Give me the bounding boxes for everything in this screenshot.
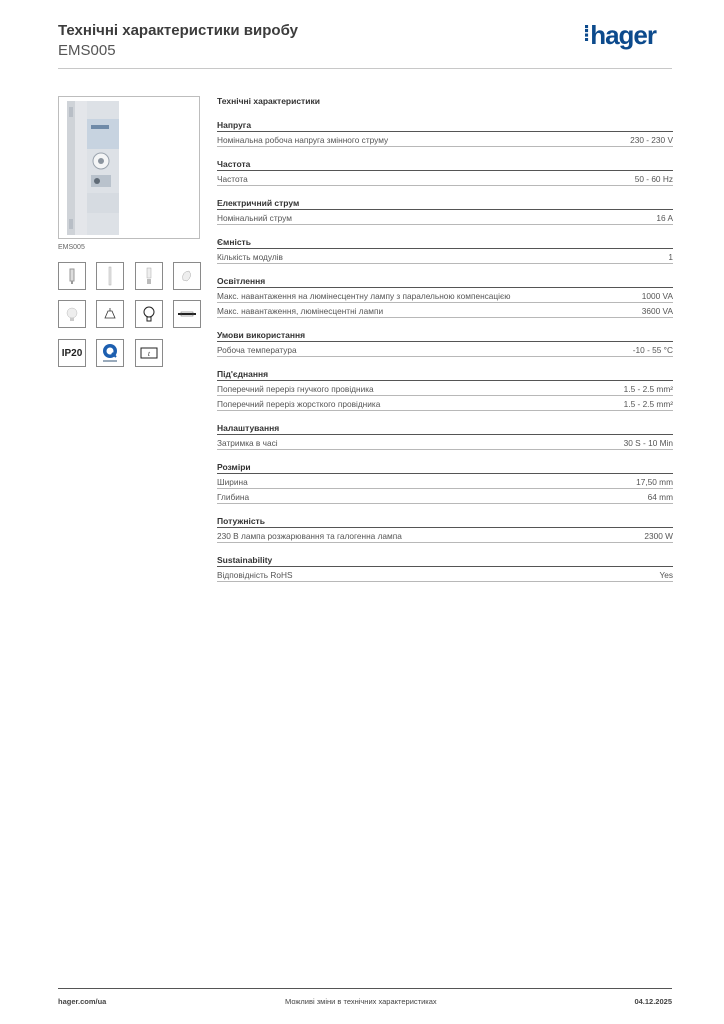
- spec-row-value: 1.5 - 2.5 mm²: [623, 384, 673, 394]
- spec-row-value: 1.5 - 2.5 mm²: [623, 399, 673, 409]
- footer-divider: [58, 988, 672, 989]
- spot-lamp-icon: [173, 262, 201, 290]
- spec-row-label: 230 В лампа розжарювання та галогенна лампа: [217, 531, 402, 541]
- spec-row-divider: [217, 449, 673, 450]
- product-image-caption: EMS005: [58, 244, 85, 251]
- footer-website[interactable]: hager.com/ua: [58, 997, 107, 1006]
- timer-t-icon: [135, 339, 163, 367]
- spec-row-value: 230 - 230 V: [630, 135, 673, 145]
- spec-section-title: Напруга: [217, 120, 252, 130]
- globe-lamp-icon: [58, 300, 86, 328]
- spec-row-label: Ширина: [217, 477, 248, 487]
- spec-section-title: Умови використання: [217, 330, 306, 340]
- spec-section-title: Розміри: [217, 462, 251, 472]
- spec-row: [217, 249, 673, 264]
- spec-row-divider: [217, 542, 673, 543]
- spec-row-label: Частота: [217, 174, 248, 184]
- spec-section-title: Sustainability: [217, 555, 273, 565]
- ceiling-lamp-icon: [96, 300, 124, 328]
- spec-row-value: Yes: [659, 570, 673, 580]
- spec-row-value: 16 A: [656, 213, 673, 223]
- spec-row: [217, 567, 673, 582]
- hager-logo: ⁞hager: [582, 20, 656, 50]
- compact-fluorescent-icon: [135, 262, 163, 290]
- spec-row: [217, 489, 673, 504]
- product-image-frame: [58, 96, 200, 239]
- spec-section-title: Потужність: [217, 516, 265, 526]
- footer-date: 04.12.2025: [634, 997, 672, 1006]
- spec-row-divider: [217, 146, 673, 147]
- lamp-icon: [58, 262, 86, 290]
- spec-row-divider: [217, 356, 673, 357]
- spec-row: [217, 396, 673, 411]
- spec-section-title: Освітлення: [217, 276, 266, 286]
- product-image: [67, 101, 127, 235]
- product-code-title: EMS005: [58, 42, 116, 59]
- ip20-badge: IP20: [58, 339, 86, 367]
- spec-row-value: 1000 VA: [641, 291, 673, 301]
- page-title: Технічні характеристики виробу: [58, 22, 298, 39]
- spec-row-label: Відповідність RoHS: [217, 570, 293, 580]
- fluorescent-tube-icon: [96, 262, 124, 290]
- spec-row-divider: [217, 224, 673, 225]
- spec-row-label: Макс. навантаження, люмінесцентні лампи: [217, 306, 384, 316]
- spec-row-divider: [217, 263, 673, 264]
- spec-section-title: Частота: [217, 159, 251, 169]
- specifications-heading: Технічні характеристики: [217, 96, 320, 106]
- spec-row: [217, 288, 673, 303]
- bulb-icon: [135, 300, 163, 328]
- spec-section-title: Налаштування: [217, 423, 280, 433]
- led-strip-icon: [173, 300, 201, 328]
- spec-section-title: Електричний струм: [217, 198, 300, 208]
- spec-section-title: Ємність: [217, 237, 251, 247]
- spec-row: [217, 132, 673, 147]
- svg-text:t: t: [148, 350, 150, 358]
- spec-row-label: Кількість модулів: [217, 252, 283, 262]
- spec-row: [217, 528, 673, 543]
- spec-row: [217, 303, 673, 318]
- spec-row-value: 50 - 60 Hz: [634, 174, 673, 184]
- q-connect-icon: [96, 339, 124, 367]
- header-divider: [58, 68, 672, 69]
- spec-row-label: Поперечний переріз гнучкого провідника: [217, 384, 374, 394]
- spec-row-value: 17,50 mm: [636, 477, 673, 487]
- spec-row-value: 3600 VA: [641, 306, 673, 316]
- spec-row: [217, 381, 673, 396]
- spec-row-divider: [217, 317, 673, 318]
- spec-row-value: 2300 W: [644, 531, 673, 541]
- spec-row-label: Робоча температура: [217, 345, 297, 355]
- spec-row-value: 30 S - 10 Min: [623, 438, 673, 448]
- spec-row: [217, 171, 673, 186]
- spec-row-value: 1: [668, 252, 673, 262]
- spec-row: [217, 342, 673, 357]
- spec-row-divider: [217, 581, 673, 582]
- spec-row-value: -10 - 55 °C: [632, 345, 673, 355]
- spec-row-label: Затримка в часі: [217, 438, 278, 448]
- spec-row: [217, 435, 673, 450]
- spec-row-divider: [217, 410, 673, 411]
- spec-row-label: Глибина: [217, 492, 250, 502]
- spec-row-label: Номінальний струм: [217, 213, 292, 223]
- spec-row-label: Макс. навантаження на люмінесцентну лампу з паралельною компенсацією: [217, 291, 511, 301]
- spec-row: [217, 210, 673, 225]
- spec-row-label: Номінальна робоча напруга змінного струму: [217, 135, 389, 145]
- spec-section-title: Під'єднання: [217, 369, 269, 379]
- spec-row-label: Поперечний переріз жорсткого провідника: [217, 399, 381, 409]
- page-header: [58, 20, 672, 68]
- spec-row: [217, 474, 673, 489]
- footer-notice: Можливі зміни в технічних характеристиках: [285, 997, 437, 1006]
- spec-row-divider: [217, 503, 673, 504]
- spec-row-divider: [217, 185, 673, 186]
- spec-row-value: 64 mm: [647, 492, 673, 502]
